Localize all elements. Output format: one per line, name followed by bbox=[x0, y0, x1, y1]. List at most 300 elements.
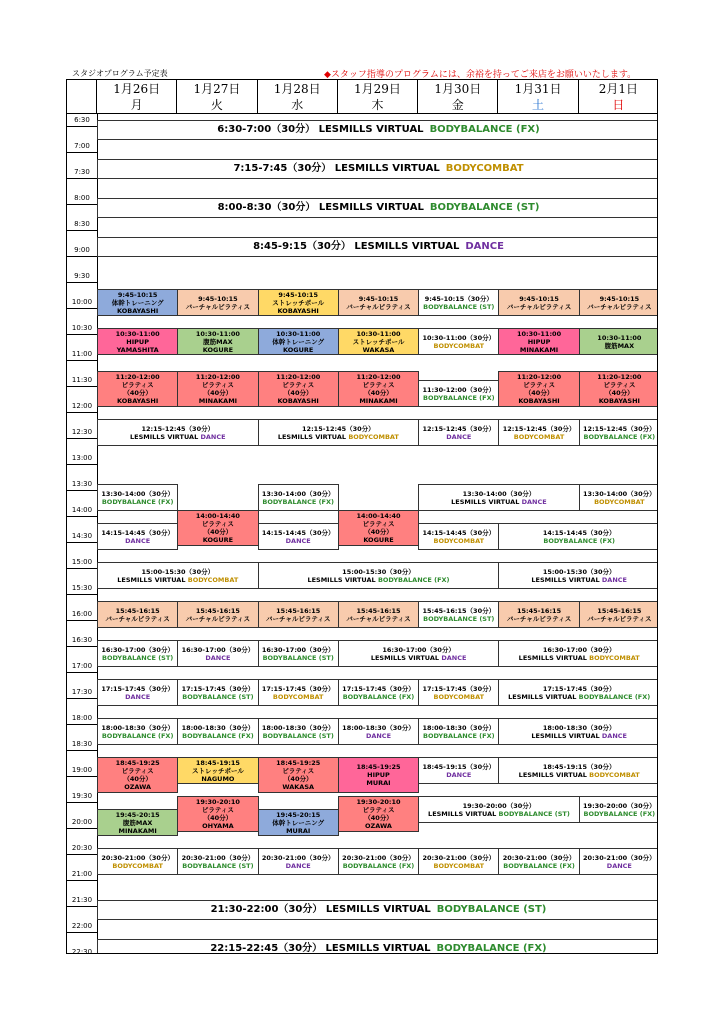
time-tick bbox=[67, 464, 97, 465]
session-time: 22:15-22:45（30分） LESMILLS VIRTUAL bbox=[210, 943, 431, 954]
session-line: BODYBALANCE (FX) bbox=[422, 393, 495, 402]
session-line: NAGUMO bbox=[201, 774, 235, 783]
session-line: ピラティス bbox=[282, 766, 315, 775]
session-line: （40分） bbox=[203, 813, 233, 822]
session-cell[interactable] bbox=[418, 289, 499, 316]
session-cell[interactable] bbox=[418, 601, 499, 628]
session-line: ストレッチポール bbox=[352, 337, 405, 346]
session-cell[interactable] bbox=[97, 848, 178, 875]
session-cell[interactable] bbox=[498, 757, 658, 784]
session-time: 16:30-17:00（30分） bbox=[261, 645, 335, 654]
session-cell[interactable] bbox=[177, 601, 258, 628]
session-cell[interactable] bbox=[258, 371, 339, 407]
time-tick bbox=[67, 594, 97, 595]
session-cell[interactable] bbox=[579, 484, 658, 511]
time-tick bbox=[67, 256, 97, 257]
time-label: 7:30 bbox=[74, 168, 90, 176]
session-time: 15:45-16:15 bbox=[356, 606, 401, 615]
session-cell[interactable] bbox=[418, 848, 499, 875]
session-time: 15:45-16:15 bbox=[276, 606, 321, 615]
session-time: 18:45-19:15（30分） bbox=[542, 762, 616, 771]
time-label: 17:30 bbox=[71, 688, 93, 696]
session-time: 12:15-12:45（30分） bbox=[422, 424, 496, 433]
session-cell[interactable] bbox=[258, 523, 339, 550]
session-time: 7:15-7:45（30分） LESMILLS VIRTUAL bbox=[233, 163, 440, 174]
session-cell[interactable] bbox=[97, 809, 178, 836]
session-line: KOBAYASHI bbox=[116, 306, 159, 315]
session-line: DANCE bbox=[285, 861, 311, 870]
session-cell[interactable] bbox=[97, 562, 259, 589]
session-time: 20:30-21:00（30分） bbox=[342, 853, 415, 862]
session-line: BODYBALANCE (FX) bbox=[342, 861, 415, 870]
session-line: BODYCOMBAT bbox=[433, 861, 485, 870]
page-title: スタジオプログラム予定表 bbox=[72, 69, 168, 78]
session-cell[interactable] bbox=[498, 679, 658, 706]
session-time: 10:30-11:00 bbox=[115, 329, 160, 338]
session-cell[interactable] bbox=[579, 796, 658, 823]
session-time: 18:00-18:30（30分） bbox=[261, 723, 335, 732]
session-time: 13:30-14:00（30分） bbox=[583, 489, 656, 498]
session-time: 12:15-12:45（30分） bbox=[141, 424, 215, 433]
session-program-row bbox=[428, 810, 570, 818]
session-line: （40分） bbox=[123, 389, 152, 398]
session-cell[interactable] bbox=[97, 757, 178, 793]
session-cell[interactable] bbox=[177, 640, 258, 667]
session-cell[interactable] bbox=[418, 328, 499, 355]
time-tick bbox=[67, 308, 97, 309]
session-time: 17:15-17:45（30分） bbox=[101, 684, 174, 693]
session-program-row bbox=[371, 654, 467, 662]
session-line: BODYBALANCE (ST) bbox=[436, 904, 547, 915]
time-label: 6:30 bbox=[74, 116, 90, 124]
session-cell[interactable] bbox=[258, 679, 339, 706]
time-label: 15:30 bbox=[71, 584, 93, 592]
time-tick bbox=[67, 646, 97, 647]
session-cell[interactable] bbox=[498, 601, 579, 628]
session-time: 10:30-11:00（30分） bbox=[422, 333, 496, 342]
time-label: 9:00 bbox=[74, 246, 90, 254]
day-of-week: 木 bbox=[371, 98, 384, 112]
session-line: YAMASHITA bbox=[116, 345, 159, 354]
session-provider: LESMILLS VIRTUAL bbox=[518, 653, 587, 662]
session-line: BODYBALANCE (ST) bbox=[423, 302, 495, 311]
time-tick bbox=[67, 126, 97, 127]
session-cell[interactable] bbox=[97, 198, 658, 218]
session-program: BODYBALANCE (FX) bbox=[578, 692, 651, 701]
session-cell[interactable] bbox=[418, 718, 499, 745]
time-tick bbox=[67, 880, 97, 881]
session-time: 15:45-16:15 bbox=[597, 606, 642, 615]
session-cell[interactable] bbox=[579, 601, 658, 628]
session-time: 11:20-12:00 bbox=[276, 373, 321, 382]
session-program-row bbox=[130, 433, 226, 441]
time-tick bbox=[67, 490, 97, 491]
session-line: BODYCOMBAT bbox=[513, 432, 565, 441]
session-time: 12:15-12:45（30分） bbox=[502, 424, 576, 433]
session-provider: LESMILLS VIRTUAL bbox=[518, 770, 587, 779]
session-line: （40分） bbox=[203, 527, 233, 536]
day-date: 1月28日 bbox=[273, 82, 321, 96]
session-cell[interactable] bbox=[177, 371, 258, 407]
session-cell[interactable] bbox=[338, 510, 419, 546]
session-cell[interactable] bbox=[97, 939, 658, 954]
session-cell[interactable] bbox=[97, 120, 658, 140]
session-cell[interactable] bbox=[258, 640, 339, 667]
session-line: 腹筋MAX bbox=[203, 337, 233, 346]
session-line: BODYBALANCE (FX) bbox=[262, 497, 334, 506]
session-line: KOBAYASHI bbox=[518, 397, 560, 406]
day-of-week: 火 bbox=[210, 98, 223, 112]
session-cell[interactable] bbox=[258, 601, 339, 628]
session-line: ピラティス bbox=[121, 381, 154, 390]
session-line: BODYBALANCE (ST) bbox=[423, 614, 495, 623]
session-time: 17:15-17:45（30分） bbox=[342, 684, 415, 693]
session-line: KOGURE bbox=[202, 345, 234, 354]
session-time: 15:45-16:15 bbox=[115, 606, 160, 615]
session-cell[interactable] bbox=[498, 562, 658, 589]
session-time: 10:30-11:00 bbox=[276, 329, 321, 338]
time-label: 12:30 bbox=[71, 428, 93, 436]
session-line: バーチャルピラティス bbox=[587, 302, 652, 311]
session-cell[interactable] bbox=[498, 419, 579, 446]
session-time: 20:30-21:00（30分） bbox=[101, 853, 174, 862]
time-label: 15:00 bbox=[71, 558, 93, 566]
session-line: ピラティス bbox=[523, 381, 556, 390]
session-line: （40分） bbox=[123, 774, 152, 783]
session-cell[interactable] bbox=[177, 328, 258, 355]
session-line: DANCE bbox=[446, 770, 472, 779]
session-cell[interactable] bbox=[258, 328, 339, 355]
day-header-3 bbox=[338, 80, 418, 114]
session-cell[interactable] bbox=[418, 523, 499, 550]
session-program-row bbox=[531, 732, 627, 740]
session-time: 19:45-20:15 bbox=[115, 810, 160, 819]
session-time: 9:45-10:15 bbox=[358, 294, 399, 303]
session-cell[interactable] bbox=[498, 371, 579, 407]
session-line: バーチャルピラティス bbox=[266, 614, 331, 623]
session-time: 15:00-15:30（30分） bbox=[542, 567, 616, 576]
session-line: バーチャルピラティス bbox=[185, 614, 251, 623]
session-line: 体幹トレーニング bbox=[272, 337, 325, 346]
session-time: 18:00-18:30（30分） bbox=[542, 723, 616, 732]
time-tick bbox=[67, 412, 97, 413]
session-program-row bbox=[117, 576, 238, 584]
session-time: 16:30-17:00（30分） bbox=[382, 645, 455, 654]
session-time: 10:30-11:00 bbox=[517, 329, 562, 338]
time-tick bbox=[67, 906, 97, 907]
time-tick bbox=[67, 724, 97, 725]
session-provider: LESMILLS VIRTUAL bbox=[428, 809, 497, 818]
session-line: KOBAYASHI bbox=[277, 306, 319, 315]
session-cell[interactable] bbox=[338, 796, 419, 832]
session-cell[interactable] bbox=[498, 289, 579, 316]
session-time: 20:30-21:00（30分） bbox=[261, 853, 335, 862]
session-time: 13:30-14:00（30分） bbox=[101, 489, 174, 498]
session-cell[interactable] bbox=[338, 757, 419, 793]
session-cell[interactable] bbox=[579, 289, 658, 316]
session-provider: LESMILLS VIRTUAL bbox=[307, 575, 376, 584]
session-line: MINAKAMI bbox=[519, 345, 559, 354]
session-cell[interactable] bbox=[338, 679, 419, 706]
session-cell[interactable] bbox=[258, 419, 420, 446]
session-cell[interactable] bbox=[97, 640, 178, 667]
session-line: ピラティス bbox=[201, 805, 234, 814]
session-line: バーチャルピラティス bbox=[185, 302, 251, 311]
time-label: 18:00 bbox=[71, 714, 93, 722]
time-tick bbox=[67, 204, 97, 205]
session-line: バーチャルピラティス bbox=[346, 302, 411, 311]
session-time: 19:45-20:15 bbox=[276, 810, 321, 819]
time-label: 12:00 bbox=[71, 402, 93, 410]
session-cell[interactable] bbox=[498, 718, 658, 745]
time-label: 10:00 bbox=[71, 298, 93, 306]
session-cell[interactable] bbox=[258, 809, 339, 836]
session-cell[interactable] bbox=[97, 328, 178, 355]
time-label: 18:30 bbox=[71, 740, 93, 748]
session-line: DANCE bbox=[285, 536, 311, 545]
session-line: BODYCOMBAT bbox=[433, 536, 485, 545]
session-line: 体幹トレーニング bbox=[272, 818, 325, 827]
session-line: MURAI bbox=[286, 826, 311, 835]
session-time: 14:15-14:45（30分） bbox=[101, 528, 174, 537]
session-cell[interactable] bbox=[177, 718, 258, 745]
session-line: ピラティス bbox=[201, 519, 234, 528]
session-cell[interactable] bbox=[338, 848, 419, 875]
session-time: 11:20-12:00 bbox=[356, 373, 401, 382]
session-time: 12:15-12:45（30分） bbox=[302, 424, 375, 433]
session-line: WAKASA bbox=[282, 782, 315, 791]
session-line: バーチャルピラティス bbox=[587, 614, 652, 623]
time-label: 13:00 bbox=[71, 454, 93, 462]
session-cell[interactable] bbox=[177, 796, 258, 832]
session-line: BODYBALANCE (FX) bbox=[182, 731, 254, 740]
session-cell[interactable] bbox=[97, 523, 178, 550]
session-cell[interactable] bbox=[97, 159, 658, 179]
session-cell[interactable] bbox=[258, 562, 500, 589]
session-time: 21:30-22:00（30分） LESMILLS VIRTUAL bbox=[210, 904, 431, 915]
session-cell[interactable] bbox=[177, 757, 258, 784]
session-line: KOBAYASHI bbox=[116, 397, 159, 406]
session-cell[interactable] bbox=[97, 900, 658, 920]
session-time: 17:15-17:45（30分） bbox=[261, 684, 335, 693]
session-line: （40分） bbox=[203, 389, 233, 398]
time-label: 8:00 bbox=[74, 194, 90, 202]
session-cell[interactable] bbox=[498, 640, 658, 667]
session-cell[interactable] bbox=[97, 237, 658, 257]
session-cell[interactable] bbox=[177, 510, 258, 546]
session-line: KOGURE bbox=[363, 535, 394, 544]
session-line: BODYBALANCE (FX) bbox=[436, 943, 547, 954]
time-tick bbox=[67, 152, 97, 153]
session-program: DANCE bbox=[601, 575, 627, 584]
session-line: DANCE bbox=[365, 731, 392, 740]
session-cell[interactable] bbox=[97, 371, 178, 407]
session-line: BODYBALANCE (ST) bbox=[429, 202, 540, 213]
session-line: 腹筋MAX bbox=[604, 341, 635, 350]
time-tick bbox=[67, 828, 97, 829]
session-cell[interactable] bbox=[579, 419, 658, 446]
session-line: BODYBALANCE (FX) bbox=[583, 809, 656, 818]
time-tick bbox=[67, 854, 97, 855]
session-line: MINAKAMI bbox=[359, 397, 398, 406]
day-header-2 bbox=[258, 80, 338, 114]
time-tick bbox=[67, 932, 97, 933]
time-tick bbox=[67, 802, 97, 803]
session-line: BODYBALANCE (FX) bbox=[422, 731, 495, 740]
day-date: 2月1日 bbox=[598, 82, 638, 96]
session-cell[interactable] bbox=[579, 371, 658, 407]
session-cell[interactable] bbox=[418, 419, 499, 446]
session-cell[interactable] bbox=[338, 601, 419, 628]
session-time: 15:00-15:30（30分） bbox=[342, 567, 415, 576]
time-label: 21:30 bbox=[71, 896, 93, 904]
session-line: ストレッチポール bbox=[192, 766, 244, 775]
time-label: 16:30 bbox=[71, 636, 93, 644]
session-cell[interactable] bbox=[418, 679, 499, 706]
session-time: 15:45-16:15 bbox=[195, 606, 240, 615]
session-cell[interactable] bbox=[258, 718, 339, 745]
session-cell[interactable] bbox=[258, 289, 339, 316]
session-program: BODYBALANCE (ST) bbox=[498, 809, 570, 818]
session-line: BODYBALANCE (ST) bbox=[262, 653, 334, 662]
session-cell[interactable] bbox=[418, 484, 580, 511]
header-corner bbox=[67, 80, 97, 114]
session-cell[interactable] bbox=[177, 289, 258, 316]
session-cell[interactable] bbox=[418, 757, 499, 784]
session-line: KOBAYASHI bbox=[277, 397, 319, 406]
session-program: BODYCOMBAT bbox=[589, 653, 640, 662]
session-cell[interactable] bbox=[338, 328, 419, 355]
session-time: 18:00-18:30（30分） bbox=[342, 723, 415, 732]
session-cell[interactable] bbox=[498, 523, 658, 550]
time-label: 11:00 bbox=[71, 350, 93, 358]
time-label: 10:30 bbox=[71, 324, 93, 332]
day-of-week: 土 bbox=[532, 98, 545, 112]
session-line: （40分） bbox=[605, 389, 634, 398]
session-cell[interactable] bbox=[177, 679, 258, 706]
day-header-4 bbox=[418, 80, 498, 114]
session-program-row bbox=[451, 498, 547, 506]
session-cell[interactable] bbox=[97, 289, 178, 316]
session-line: （40分） bbox=[364, 527, 393, 536]
day-date: 1月31日 bbox=[514, 82, 562, 96]
session-program: BODYCOMBAT bbox=[589, 770, 640, 779]
session-time: 18:45-19:25 bbox=[115, 758, 160, 767]
session-cell[interactable] bbox=[97, 679, 178, 706]
session-time: 18:00-18:30（30分） bbox=[101, 723, 174, 732]
session-time: 14:15-14:45（30分） bbox=[422, 528, 496, 537]
time-label: 7:00 bbox=[74, 142, 90, 150]
session-line: DANCE bbox=[465, 241, 504, 252]
session-line: KOGURE bbox=[283, 345, 314, 354]
session-line: （40分） bbox=[364, 389, 393, 398]
session-line: MINAKAMI bbox=[198, 397, 238, 406]
time-label: 14:30 bbox=[71, 532, 93, 540]
session-cell[interactable] bbox=[579, 328, 658, 355]
session-time: 11:30-12:00（30分） bbox=[422, 385, 496, 394]
session-cell[interactable] bbox=[418, 380, 499, 407]
session-line: KOBAYASHI bbox=[598, 397, 640, 406]
session-program-row bbox=[531, 576, 627, 584]
session-cell[interactable] bbox=[97, 484, 178, 511]
time-tick bbox=[67, 620, 97, 621]
session-time: 9:45-10:15 bbox=[278, 290, 318, 299]
session-line: OZAWA bbox=[124, 782, 152, 791]
staff-notice: ◆スタッフ指導のプログラムには、余裕を持ってご来店をお願いいたします。 bbox=[324, 70, 637, 80]
session-line: （40分） bbox=[283, 774, 313, 783]
session-time: 6:30-7:00（30分） LESMILLS VIRTUAL bbox=[217, 124, 424, 135]
session-line: KOGURE bbox=[202, 535, 234, 544]
session-time: 20:30-21:00（30分） bbox=[583, 853, 656, 862]
session-time: 18:45-19:25 bbox=[276, 758, 321, 767]
session-time: 19:30-20:10 bbox=[356, 797, 401, 806]
time-label: 22:00 bbox=[71, 922, 93, 930]
session-time: 19:30-20:00（30分） bbox=[583, 801, 656, 810]
session-time: 18:00-18:30（30分） bbox=[422, 723, 496, 732]
day-date: 1月27日 bbox=[193, 82, 241, 96]
day-date: 1月30日 bbox=[434, 82, 482, 96]
session-cell[interactable] bbox=[338, 371, 419, 407]
session-line: BODYBALANCE (ST) bbox=[182, 692, 254, 701]
session-time: 18:45-19:15（30分） bbox=[422, 762, 496, 771]
session-program: DANCE bbox=[521, 497, 547, 506]
session-time: 10:30-11:00 bbox=[195, 329, 240, 338]
session-cell[interactable] bbox=[498, 848, 579, 875]
session-time: 19:30-20:10 bbox=[195, 797, 240, 806]
session-line: BODYBALANCE (ST) bbox=[262, 731, 334, 740]
session-provider: LESMILLS VIRTUAL bbox=[117, 575, 186, 584]
session-cell[interactable] bbox=[338, 718, 419, 745]
session-time: 10:30-11:00 bbox=[597, 333, 642, 342]
session-line: BODYBALANCE (FX) bbox=[543, 536, 615, 545]
session-time: 9:45-10:15（30分） bbox=[424, 294, 493, 303]
day-of-week: 月 bbox=[130, 98, 143, 112]
session-line: MURAI bbox=[366, 778, 391, 787]
session-cell[interactable] bbox=[418, 796, 580, 823]
session-line: DANCE bbox=[125, 692, 151, 701]
session-time: 16:30-17:00（30分） bbox=[181, 645, 255, 654]
session-cell[interactable] bbox=[498, 328, 579, 355]
session-cell[interactable] bbox=[338, 640, 500, 667]
session-cell[interactable] bbox=[579, 848, 658, 875]
session-program-row bbox=[508, 693, 650, 701]
session-cell[interactable] bbox=[97, 601, 178, 628]
session-line: BODYBALANCE (FX) bbox=[342, 692, 415, 701]
time-tick bbox=[67, 698, 97, 699]
session-provider: LESMILLS VIRTUAL bbox=[451, 497, 520, 506]
time-label: 14:00 bbox=[71, 506, 93, 514]
session-cell[interactable] bbox=[177, 848, 258, 875]
session-line: MINAKAMI bbox=[118, 826, 157, 835]
session-line: BODYBALANCE (FX) bbox=[503, 861, 575, 870]
session-cell[interactable] bbox=[258, 848, 339, 875]
session-cell[interactable] bbox=[258, 757, 339, 793]
session-cell[interactable] bbox=[97, 419, 259, 446]
session-line: BODYCOMBAT bbox=[445, 163, 524, 174]
session-cell[interactable] bbox=[258, 484, 339, 511]
session-cell[interactable] bbox=[97, 718, 178, 745]
session-cell[interactable] bbox=[338, 289, 419, 316]
session-program: BODYBALANCE (FX) bbox=[377, 575, 450, 584]
session-line: （40分） bbox=[283, 389, 313, 398]
session-line: BODYCOMBAT bbox=[272, 692, 324, 701]
session-time: 11:20-12:00 bbox=[517, 373, 562, 382]
time-label: 8:30 bbox=[74, 220, 90, 228]
session-time: 17:15-17:45（30分） bbox=[422, 684, 496, 693]
session-program: BODYCOMBAT bbox=[187, 575, 239, 584]
time-label: 20:00 bbox=[71, 818, 93, 826]
session-line: BODYBALANCE (FX) bbox=[583, 432, 656, 441]
